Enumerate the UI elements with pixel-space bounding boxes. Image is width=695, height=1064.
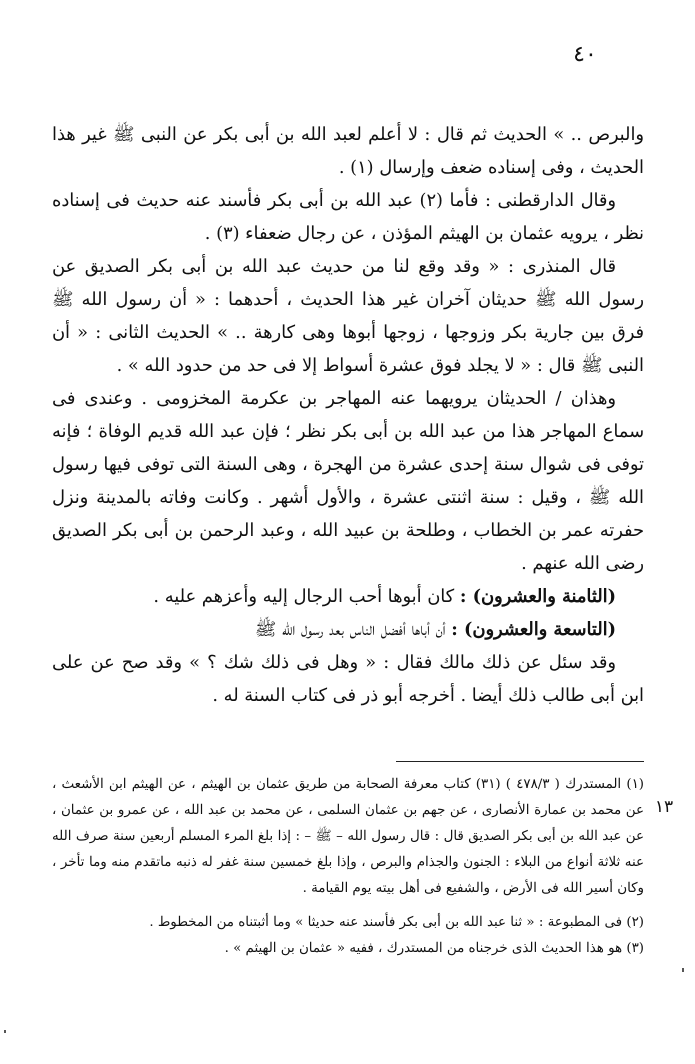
paragraph-3: قال المنذرى : « وقد وقع لنا من حديث عبد الله بن أبى بكر الصديق عن رسول الله ﷺ حديثان آخران غير هذا الحديث ، أحدهما : « أن رسول الله ﷺ فرق بين جارية بكر وزوجها ، زوجها أبوها وهى كارهة .. » الحديث الثانى : « أن النبى ﷺ قال : « لا يجلد فوق عشرة أسواط إلا فى حد من حدود الله » . [52, 256, 644, 376]
page-number: ٤٠ [573, 42, 597, 67]
main-text [52, 118, 644, 712]
footnotes [52, 772, 644, 962]
footnote-divider [396, 761, 644, 762]
section-28-text: كان أبوها أحب الرجال إليه وأعزهم عليه . [153, 586, 455, 607]
footnote-2: (٢) فى المطبوعة : « ثنا عبد الله بن أبى بكر فأسند عنه حديثا » وما أثبتناه من المخطوط . [149, 915, 644, 930]
footnote-3: (٣) هو هذا الحديث الذى خرجناه من المستدرك ، ففيه « عثمان بن الهيثم » . [224, 941, 644, 956]
paragraph-1: والبرص .. » الحديث ثم قال : لا أعلم لعبد الله بن أبى بكر عن النبى ﷺ غير هذا الحديث ، وفى إسناده ضعف وإرسال (١) . [52, 124, 644, 178]
scan-mark [4, 1030, 6, 1033]
section-28 [52, 580, 644, 613]
section-28-heading: (الثامنة والعشرون) : [459, 586, 616, 607]
paragraph-2: وقال الدارقطنى : فأما (٢) عبد الله بن أبى بكر فأسند عنه حديث فى إسناده نظر ، يرويه عثمان بن الهيثم المؤذن ، عن رجال ضعفاء (٣) . [52, 190, 644, 244]
section-29 [52, 613, 644, 646]
paragraph-4: وهذان / الحديثان يرويهما عنه المهاجر بن عكرمة المخزومى . وعندى فى سماع المهاجر هذا من عبد الله بن أبى بكر نظر ؛ فإن عبد الله قديم الوفاة ؛ فإنه توفى فى شوال سنة إحدى عشرة من الهجرة ، وهى السنة التى توفى فيها رسول الله ﷺ ، وقيل : سنة اثنتى عشرة ، والأول أشهر . وكانت وفاته بالمدينة ونزل حفرته عمر بن الخطاب ، وطلحة بن عبيد الله ، وعبد الرحمن بن أبى بكر الصديق رضى الله عنهم . [52, 388, 644, 574]
section-29-text: أن أباها أفضل الناس بعد رسول الله ﷺ [254, 619, 446, 640]
paragraph-5: وقد سئل عن ذلك مالك فقال : « وهل فى ذلك شك ؟ » وقد صح عن على ابن أبى طالب ذلك أيضا . أخرجه أبو ذر فى كتاب السنة له . [52, 652, 644, 706]
scan-mark [682, 968, 684, 972]
margin-line-number: ١٣ [654, 797, 674, 817]
section-29-heading: (التاسعة والعشرون) : [451, 619, 616, 640]
footnote-1: (١) المستدرك ( ٤٧٨/٣ ) (٣١) كتاب معرفة الصحابة من طريق عثمان بن الهيثم ، عن الهيثم ابن الأشعث ، عن محمد بن عمارة الأنصارى ، عن جهم بن عثمان السلمى ، عن محمد بن عبد الله ، عن عمرو بن عثمان ، عن عبد الله بن أبى بكر الصديق قال : قال رسول الله – ﷺ – : إذا بلغ المرء المسلم أربعين سنة صرف الله عنه ثلاثة أنواع من البلاء : الجنون والجذام والبرص ، وإذا بلغ خمسين سنة غفر له ذنبه ماتقدم منه وما تأخر ، وكان أسير الله فى الأرض ، والشفيع فى أهل بيته يوم القيامة . [52, 777, 644, 896]
